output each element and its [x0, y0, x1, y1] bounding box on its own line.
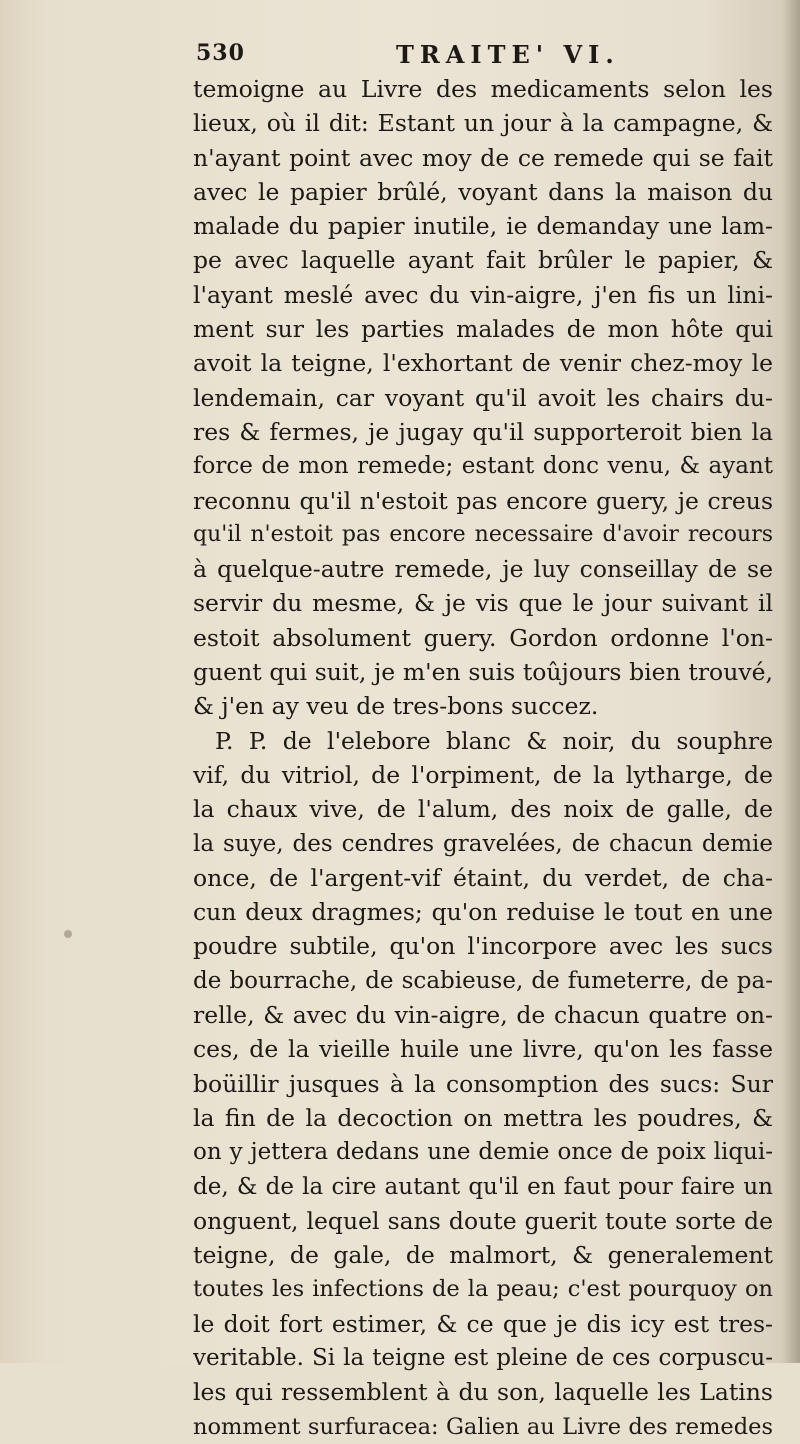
text-line: temoigne au Livre des medicaments selon les — [193, 75, 773, 103]
text-line: res & fermes, je jugay qu'il supporteroit bien la — [193, 417, 773, 446]
text-line: le doit fort estimer, & ce que je dis icy est tres- — [193, 1309, 773, 1338]
text-line: de, & de la cire autant qu'il en faut pour faire un — [193, 1173, 773, 1200]
text-line: estoit absolument guery. Gordon ordonne l'on- — [193, 623, 773, 652]
body-text — [193, 72, 773, 1444]
text-line: force de mon remede; estant donc venu, & ayant — [193, 453, 773, 480]
text-line: les qui ressemblent à du son, laquelle les Latins — [193, 1378, 773, 1407]
text-line: veritable. Si la teigne est pleine de ces corpuscu- — [193, 1344, 773, 1371]
page-number: 530 — [196, 40, 245, 66]
text-line: on y jettera dedans une demie once de poix liqui- — [193, 1139, 773, 1166]
text-line: reconnu qu'il n'estoit pas encore guery, je creus — [193, 486, 773, 515]
text-line: vif, du vitriol, de l'orpiment, de la lytharge, de — [193, 760, 773, 789]
text-line: lendemain, car voyant qu'il avoit les chairs du- — [193, 383, 773, 412]
running-title: TRAITE' VI. — [396, 40, 620, 69]
text-line: à quelque-autre remede, je luy conseillay de se — [193, 555, 773, 584]
text-line: nomment surfuracea: Galien au Livre des remedes — [193, 1413, 773, 1440]
page-header — [196, 40, 756, 70]
text-line: teigne, de gale, de malmort, & generalement — [193, 1241, 773, 1270]
text-line: pe avec laquelle ayant fait brûler le papier, & — [193, 246, 773, 275]
text-line: l'ayant meslé avec du vin-aigre, j'en fis un lini- — [193, 280, 773, 309]
text-line: guent qui suit, je m'en suis toûjours bien trouvé, — [193, 658, 773, 687]
text-line: & j'en ay veu de tres-bons succez. — [193, 692, 599, 721]
text-line: ment sur les parties malades de mon hôte qui — [193, 315, 773, 344]
text-line: relle, & avec du vin-aigre, de chacun quatre on- — [193, 1001, 773, 1030]
text-line: toutes les infections de la peau; c'est pourquoy on — [193, 1276, 773, 1303]
text-line: onguent, lequel sans doute guerit toute sorte de — [193, 1206, 773, 1235]
binding-shadow — [782, 0, 800, 1363]
text-line: n'ayant point avec moy de ce remede qui se fait — [193, 143, 773, 172]
text-line: P. P. de l'elebore blanc & noir, du souphre — [215, 726, 773, 755]
text-line: la suye, des cendres gravelées, de chacun demie — [193, 830, 773, 857]
text-line: qu'il n'estoit pas encore necessaire d'avoir recours — [193, 521, 773, 547]
text-line: la chaux vive, de l'alum, des noix de galle, de — [193, 795, 773, 824]
text-line: avoit la teigne, l'exhortant de venir chez-moy le — [193, 349, 773, 378]
text-line: once, de l'argent-vif étaint, du verdet, de cha- — [193, 863, 773, 892]
text-line: ces, de la vieille huile une livre, qu'on les fasse — [193, 1035, 773, 1064]
text-line: servir du mesme, & je vis que le jour suivant il — [193, 589, 773, 618]
text-line: de bourrache, de scabieuse, de fumeterre, de pa- — [193, 967, 773, 994]
text-line: poudre subtile, qu'on l'incorpore avec les sucs — [193, 932, 773, 961]
ink-spot — [64, 930, 72, 938]
text-line: cun deux dragmes; qu'on reduise le tout en une — [193, 898, 773, 927]
text-line: boüillir jusques à la consomption des sucs: Sur — [193, 1069, 773, 1098]
text-line: avec le papier brûlé, voyant dans la maison du — [193, 177, 773, 206]
text-line: lieux, où il dit: Estant un jour à la campagne, & — [193, 109, 773, 138]
text-line: la fin de la decoction on mettra les poudres, & — [193, 1103, 773, 1132]
text-line: malade du papier inutile, ie demanday une lam- — [193, 212, 773, 241]
